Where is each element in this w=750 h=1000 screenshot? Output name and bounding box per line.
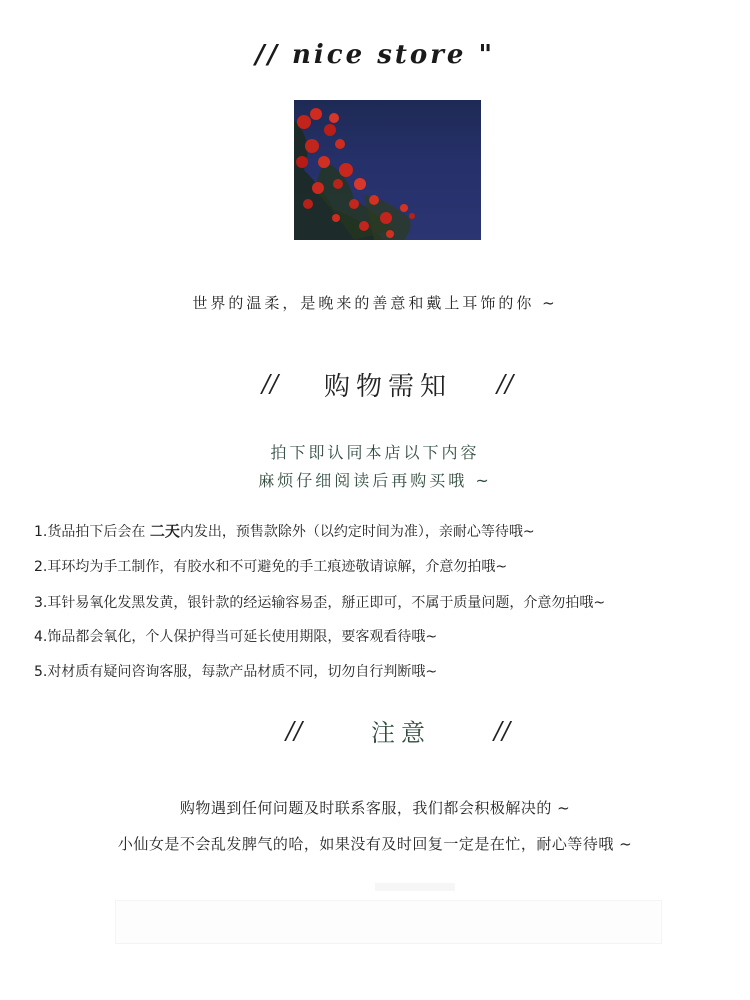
attention-slash-left: // bbox=[286, 717, 303, 745]
attention-heading bbox=[0, 713, 750, 753]
heading-slash-left: // bbox=[262, 370, 279, 398]
rule-item bbox=[34, 592, 734, 612]
rose-photo bbox=[294, 100, 481, 240]
shopping-notice-heading bbox=[0, 366, 750, 406]
rule-text: 2.耳环均为手工制作，有胶水和不可避免的手工痕迹敬请谅解，介意勿拍哦~ bbox=[34, 559, 508, 575]
attention-line-2: 小仙女是不会乱发脾气的哈，如果没有及时回复一定是在忙，耐心等待哦 ~ bbox=[117, 835, 633, 853]
rule-text: 4.饰品都会氧化，个人保护得当可延长使用期限，要客观看待哦~ bbox=[34, 629, 438, 645]
tagline: 世界的温柔，是晚来的善意和戴上耳饰的你 ~ bbox=[192, 294, 558, 312]
rule-text: 5.对材质有疑问咨询客服，每款产品材质不同，切勿自行判断哦~ bbox=[34, 664, 438, 680]
attention-line-1: 购物遇到任何问题及时联系客服，我们都会积极解决的 ~ bbox=[179, 799, 571, 817]
rule-text: 1.货品拍下后会在 bbox=[34, 524, 150, 540]
shopping-notice-subtitle-2: 麻烦仔细阅读后再购买哦 ~ bbox=[258, 471, 492, 490]
store-title: // nice store " bbox=[254, 40, 496, 70]
rule-text-suffix: 内发出，预售款除外（以约定时间为准），亲耐心等待哦~ bbox=[179, 524, 535, 540]
rose-photo-icon bbox=[294, 100, 481, 240]
attention-title: 注意 bbox=[371, 719, 431, 747]
attention-slash-right: // bbox=[494, 717, 511, 745]
rule-text: 3.耳针易氧化发黑发黄，银针款的经运输容易歪，掰正即可，不属于质量问题，介意勿拍哦~ bbox=[34, 595, 606, 611]
faded-divider bbox=[375, 883, 455, 891]
rule-item bbox=[34, 661, 734, 681]
rule-item bbox=[34, 626, 734, 646]
faded-box bbox=[115, 900, 662, 944]
rule-item bbox=[34, 556, 734, 576]
rule-emphasis: 二天 bbox=[149, 522, 180, 540]
shopping-notice-subtitle-1: 拍下即认同本店以下内容 bbox=[270, 443, 480, 462]
rule-item bbox=[34, 520, 734, 541]
heading-slash-right: // bbox=[497, 370, 514, 398]
shopping-notice-title: 购物需知 bbox=[324, 372, 453, 402]
